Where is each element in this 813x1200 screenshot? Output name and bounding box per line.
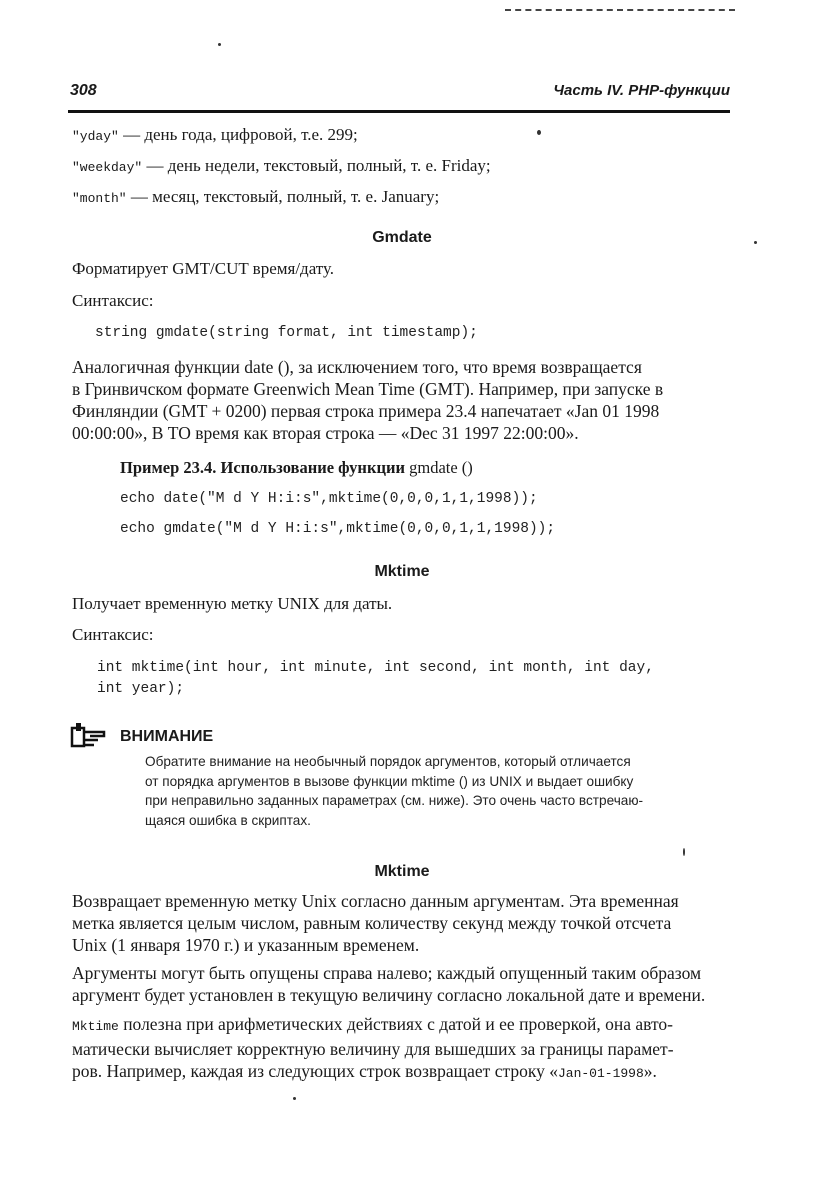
page-number: 308: [70, 82, 97, 99]
mktime-summary: Получает временную метку UNIX для даты.: [72, 594, 393, 613]
gmdate-description: Аналогичная функции date (), за исключением того, что время возвращается в Гринвичском формате Greenwich Mean Time (GMT). Например, при запуске в Финляндии (GMT + 0200) первая строка примера 23.4 напечатает «Jan 01 1998 00:00:00», В ТО время как вторая строка — «Dec 31 1997 22:00:00».: [72, 357, 664, 443]
example-code-line: echo date("M d Y H:i:s",mktime(0,0,0,1,1,1998));: [120, 491, 538, 507]
header-rule: [68, 110, 730, 113]
gmdate-summary: Форматирует GMT/CUT время/дату.: [72, 259, 335, 278]
pointing-hand-icon: [70, 720, 108, 750]
section-title-gmdate: Gmdate: [372, 229, 432, 246]
section-title-mktime-2: Mktime: [374, 863, 430, 880]
scan-speck: [293, 1097, 296, 1100]
mktime-syntax-code: int mktime(int hour, int minute, int second, int month, int day,: [97, 660, 654, 676]
mktime-usage-paragraph: Mktime полезна при арифметических действиях с датой и ее проверкой, она авто- матически вычисляет корректную величину для вышедших за границы парамет- ров. Например, каждая из следующих строк возвращает строку «Jan-01-1998».: [72, 1014, 674, 1081]
mktime-syntax-code: int year);: [97, 681, 185, 697]
running-title: Часть IV. PHP-функции: [553, 82, 730, 99]
notice-body: Обратите внимание на необычный порядок аргументов, который отличается от порядка аргументов в вызове функции mktime () из UNIX и выдает ошибку при неправильно заданных параметрах (см. ниже). Это очень часто встречаю- щаяся ошибка в скриптах.: [145, 754, 644, 828]
page-header: [70, 82, 730, 104]
mktime-arguments-paragraph: Аргументы могут быть опущены справа налево; каждый опущенный таким образом аргумент будет установлен в текущую величину согласно локальной дате и времени.: [72, 963, 706, 1005]
section-title-mktime: Mktime: [374, 563, 430, 580]
list-item: "month" — месяц, текстовый, полный, т. е. January;: [72, 187, 440, 206]
notice-title: ВНИМАНИЕ: [120, 728, 214, 745]
scan-speck: [218, 43, 221, 46]
mktime-description: Возвращает временную метку Unix согласно данным аргументам. Эта временная метка является целым числом, равным количеству секунд между точкой отсчета Unix (1 января 1970 г.) и указанным временем.: [72, 891, 679, 955]
syntax-label: Синтаксис:: [72, 291, 154, 310]
example-caption: Пример 23.4. Использование функции gmdate (): [120, 458, 473, 477]
gmdate-syntax-code: string gmdate(string format, int timestamp);: [95, 325, 478, 341]
scan-speck: [754, 241, 757, 244]
scan-artifact-line: [505, 9, 735, 11]
scan-speck: [683, 848, 685, 856]
list-item: "weekday" — день недели, текстовый, полный, т. е. Friday;: [72, 156, 491, 175]
scan-speck: [537, 130, 541, 135]
example-code-line: echo gmdate("M d Y H:i:s",mktime(0,0,0,1,1,1998));: [120, 521, 556, 537]
list-item: "yday" — день года, цифровой, т.е. 299;: [72, 125, 358, 144]
syntax-label: Синтаксис:: [72, 625, 154, 644]
